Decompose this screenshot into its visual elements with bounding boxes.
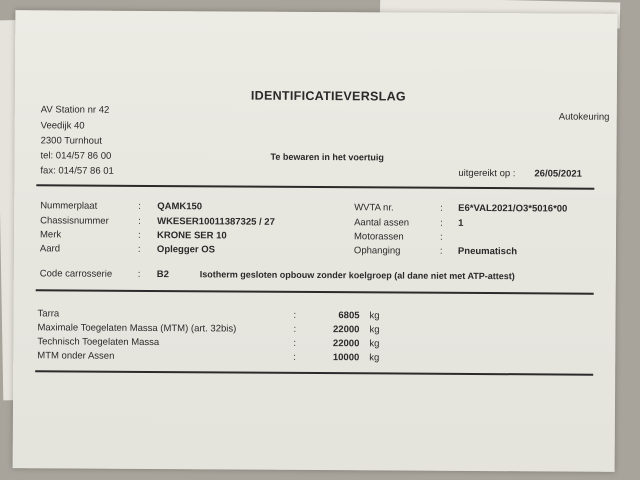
- technical-mass-label: Technisch Toegelaten Massa: [37, 336, 160, 349]
- axle-count-value: 1: [458, 217, 464, 229]
- body-code-label: Code carrosserie: [39, 268, 113, 280]
- axle-count-label: Aantal assen: [354, 217, 410, 229]
- chassis-number-value: WKESER10011387325 / 27: [157, 216, 275, 228]
- max-mass-label: Maximale Toegelaten Massa (MTM) (art. 32bis): [37, 322, 237, 335]
- tare-unit: kg: [369, 310, 380, 322]
- license-plate-label: Nummerplaat: [40, 200, 98, 212]
- separator: :: [138, 215, 141, 227]
- station-fax: fax: 014/57 86 01: [40, 165, 114, 177]
- issued-label: uitgereikt op :: [458, 167, 516, 180]
- brand-value: KRONE SER 10: [156, 230, 227, 242]
- axle-mass-value: 10000: [332, 352, 360, 364]
- body-code-description: Isotherm gesloten opbouw zonder koelgroep (al dane niet met ATP-attest): [199, 269, 515, 282]
- station-name: AV Station nr 42: [40, 104, 110, 116]
- chassis-number-label: Chassisnummer: [40, 215, 109, 227]
- max-mass-unit: kg: [369, 324, 380, 336]
- header-divider: [36, 184, 594, 189]
- separator: :: [440, 217, 443, 229]
- separator: :: [440, 202, 443, 214]
- keep-in-vehicle-notice: Te bewaren in het voertuig: [270, 151, 384, 163]
- separator: :: [293, 351, 296, 363]
- station-city: 2300 Turnhout: [40, 135, 102, 147]
- suspension-label: Ophanging: [353, 245, 401, 257]
- issued-date: 26/05/2021: [534, 168, 582, 180]
- separator: :: [293, 323, 297, 335]
- organization-name: Autokeuring: [558, 111, 610, 123]
- separator: :: [439, 245, 443, 257]
- type-value: Oplegger OS: [156, 244, 216, 256]
- separator: :: [138, 200, 141, 212]
- separator: :: [439, 231, 443, 243]
- wvta-number-value: E6*VAL2021/O3*5016*00: [458, 202, 568, 215]
- separator: :: [137, 229, 141, 241]
- station-street: Veedijk 40: [40, 120, 85, 132]
- license-plate-value: QAMK150: [157, 201, 203, 213]
- separator: :: [137, 268, 141, 280]
- separator: :: [137, 243, 141, 255]
- identification-report-document: [13, 10, 618, 472]
- technical-mass-value: 22000: [332, 338, 360, 350]
- axle-mass-label: MTM onder Assen: [37, 350, 115, 362]
- separator: :: [293, 309, 297, 321]
- body-code-value: B2: [156, 269, 169, 281]
- mass-divider: [35, 370, 593, 375]
- suspension-value: Pneumatisch: [457, 245, 518, 258]
- axle-mass-unit: kg: [369, 352, 380, 364]
- max-mass-value: 22000: [333, 324, 360, 336]
- tare-value: 6805: [338, 310, 360, 322]
- brand-label: Merk: [39, 229, 62, 241]
- technical-mass-unit: kg: [369, 338, 380, 350]
- wvta-number-label: WVTA nr.: [354, 202, 394, 214]
- tare-label: Tarra: [37, 308, 60, 320]
- body-divider: [36, 289, 594, 294]
- motor-axles-label: Motorassen: [353, 231, 404, 243]
- station-tel: tel: 014/57 86 00: [40, 150, 112, 162]
- document-title: IDENTIFICATIEVERSLAG: [250, 88, 407, 104]
- separator: :: [293, 337, 297, 349]
- type-label: Aard: [39, 243, 61, 255]
